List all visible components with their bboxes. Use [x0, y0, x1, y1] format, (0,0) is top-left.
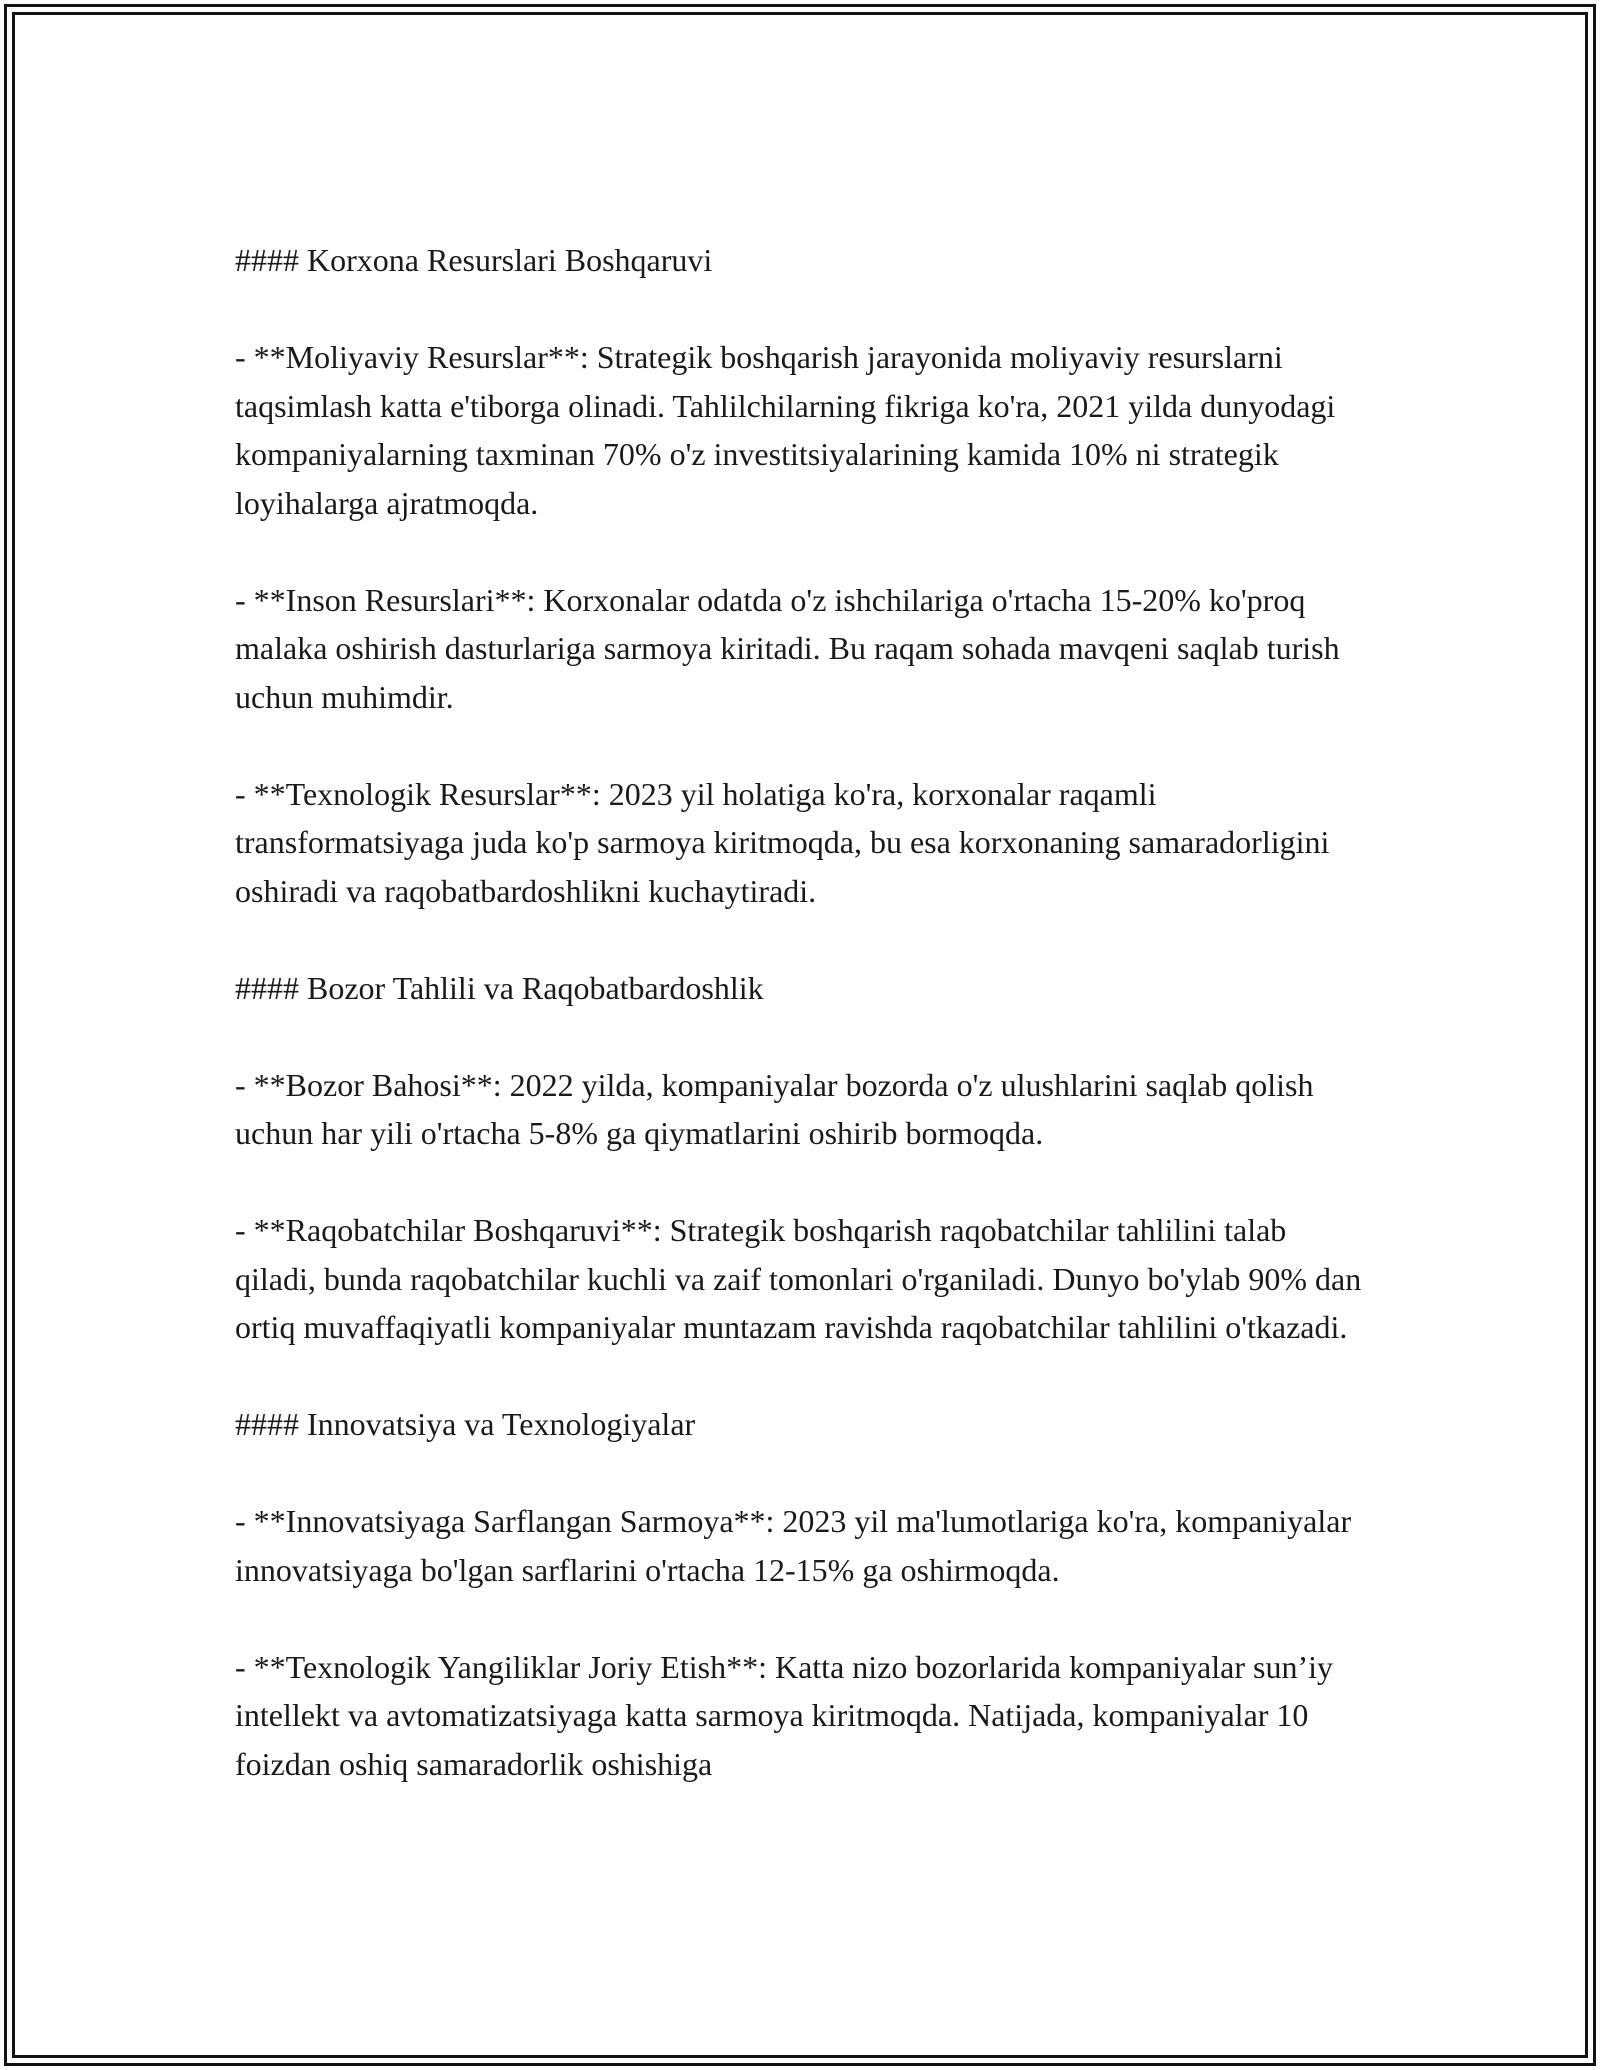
bullet-financial-resources: - **Moliyaviy Resurslar**: Strategik boshqarish jarayonida moliyaviy resurslarni taqsimlash katta e'tiborga olinadi. Tahlilchilarning fikriga ko'ra, 2021 yilda dunyodagi kompaniyalarning taxminan 70% o'z investitsiyalarining kamida 10% ni strategik loyihalarga ajratmoqda.: [235, 339, 1336, 521]
section-heading-market-analysis: #### Bozor Tahlili va Raqobatbardoshlik: [235, 969, 764, 1006]
document-body: [235, 236, 1375, 1788]
bullet-competitor-management: - **Raqobatchilar Boshqaruvi**: Strategik boshqarish raqobatchilar tahlilini talab qiladi, bunda raqobatchilar kuchli va zaif tomonlari o'rganiladi. Dunyo bo'ylab 90% dan ortiq muvaffaqiyatli kompaniyalar muntazam ravishda raqobatchilar tahlilini o'tkazadi.: [235, 1212, 1362, 1345]
bullet-market-value: - **Bozor Bahosi**: 2022 yilda, kompaniyalar bozorda o'z ulushlarini saqlab qolish uchun har yili o'rtacha 5-8% ga qiymatlarini oshirib bormoqda.: [235, 1066, 1314, 1151]
section-heading-resources: #### Korxona Resurslari Boshqaruvi: [235, 242, 713, 278]
section-heading-innovation: #### Innovatsiya va Texnologiyalar: [235, 1406, 696, 1442]
bullet-technological-resources: - **Texnologik Resurslar**: 2023 yil holatiga ko'ra, korxonalar raqamli transformatsiyaga juda ko'p sarmoya kiritmoqda, bu esa korxonaning samaradorligini oshiradi va raqobatbardoshlikni kuchaytiradi.: [235, 775, 1330, 909]
bullet-technology-adoption: - **Texnologik Yangiliklar Joriy Etish**: Katta nizo bozorlarida kompaniyalar sun’iy intellekt va avtomatizatsiyaga katta sarmoya kiritmoqda. Natijada, kompaniyalar 10 foizdan oshiq samaradorlik oshishiga: [235, 1648, 1333, 1782]
bullet-human-resources: - **Inson Resurslari**: Korxonalar odatda o'z ishchilariga o'rtacha 15-20% ko'proq malaka oshirish dasturlariga sarmoya kiritadi. Bu raqam sohada mavqeni saqlab turish uchun muhimdir.: [235, 581, 1340, 715]
bullet-innovation-investment: - **Innovatsiyaga Sarflangan Sarmoya**: 2023 yil ma'lumotlariga ko'ra, kompaniyalar innovatsiyaga bo'lgan sarflarini o'rtacha 12-15% ga oshirmoqda.: [235, 1503, 1352, 1588]
